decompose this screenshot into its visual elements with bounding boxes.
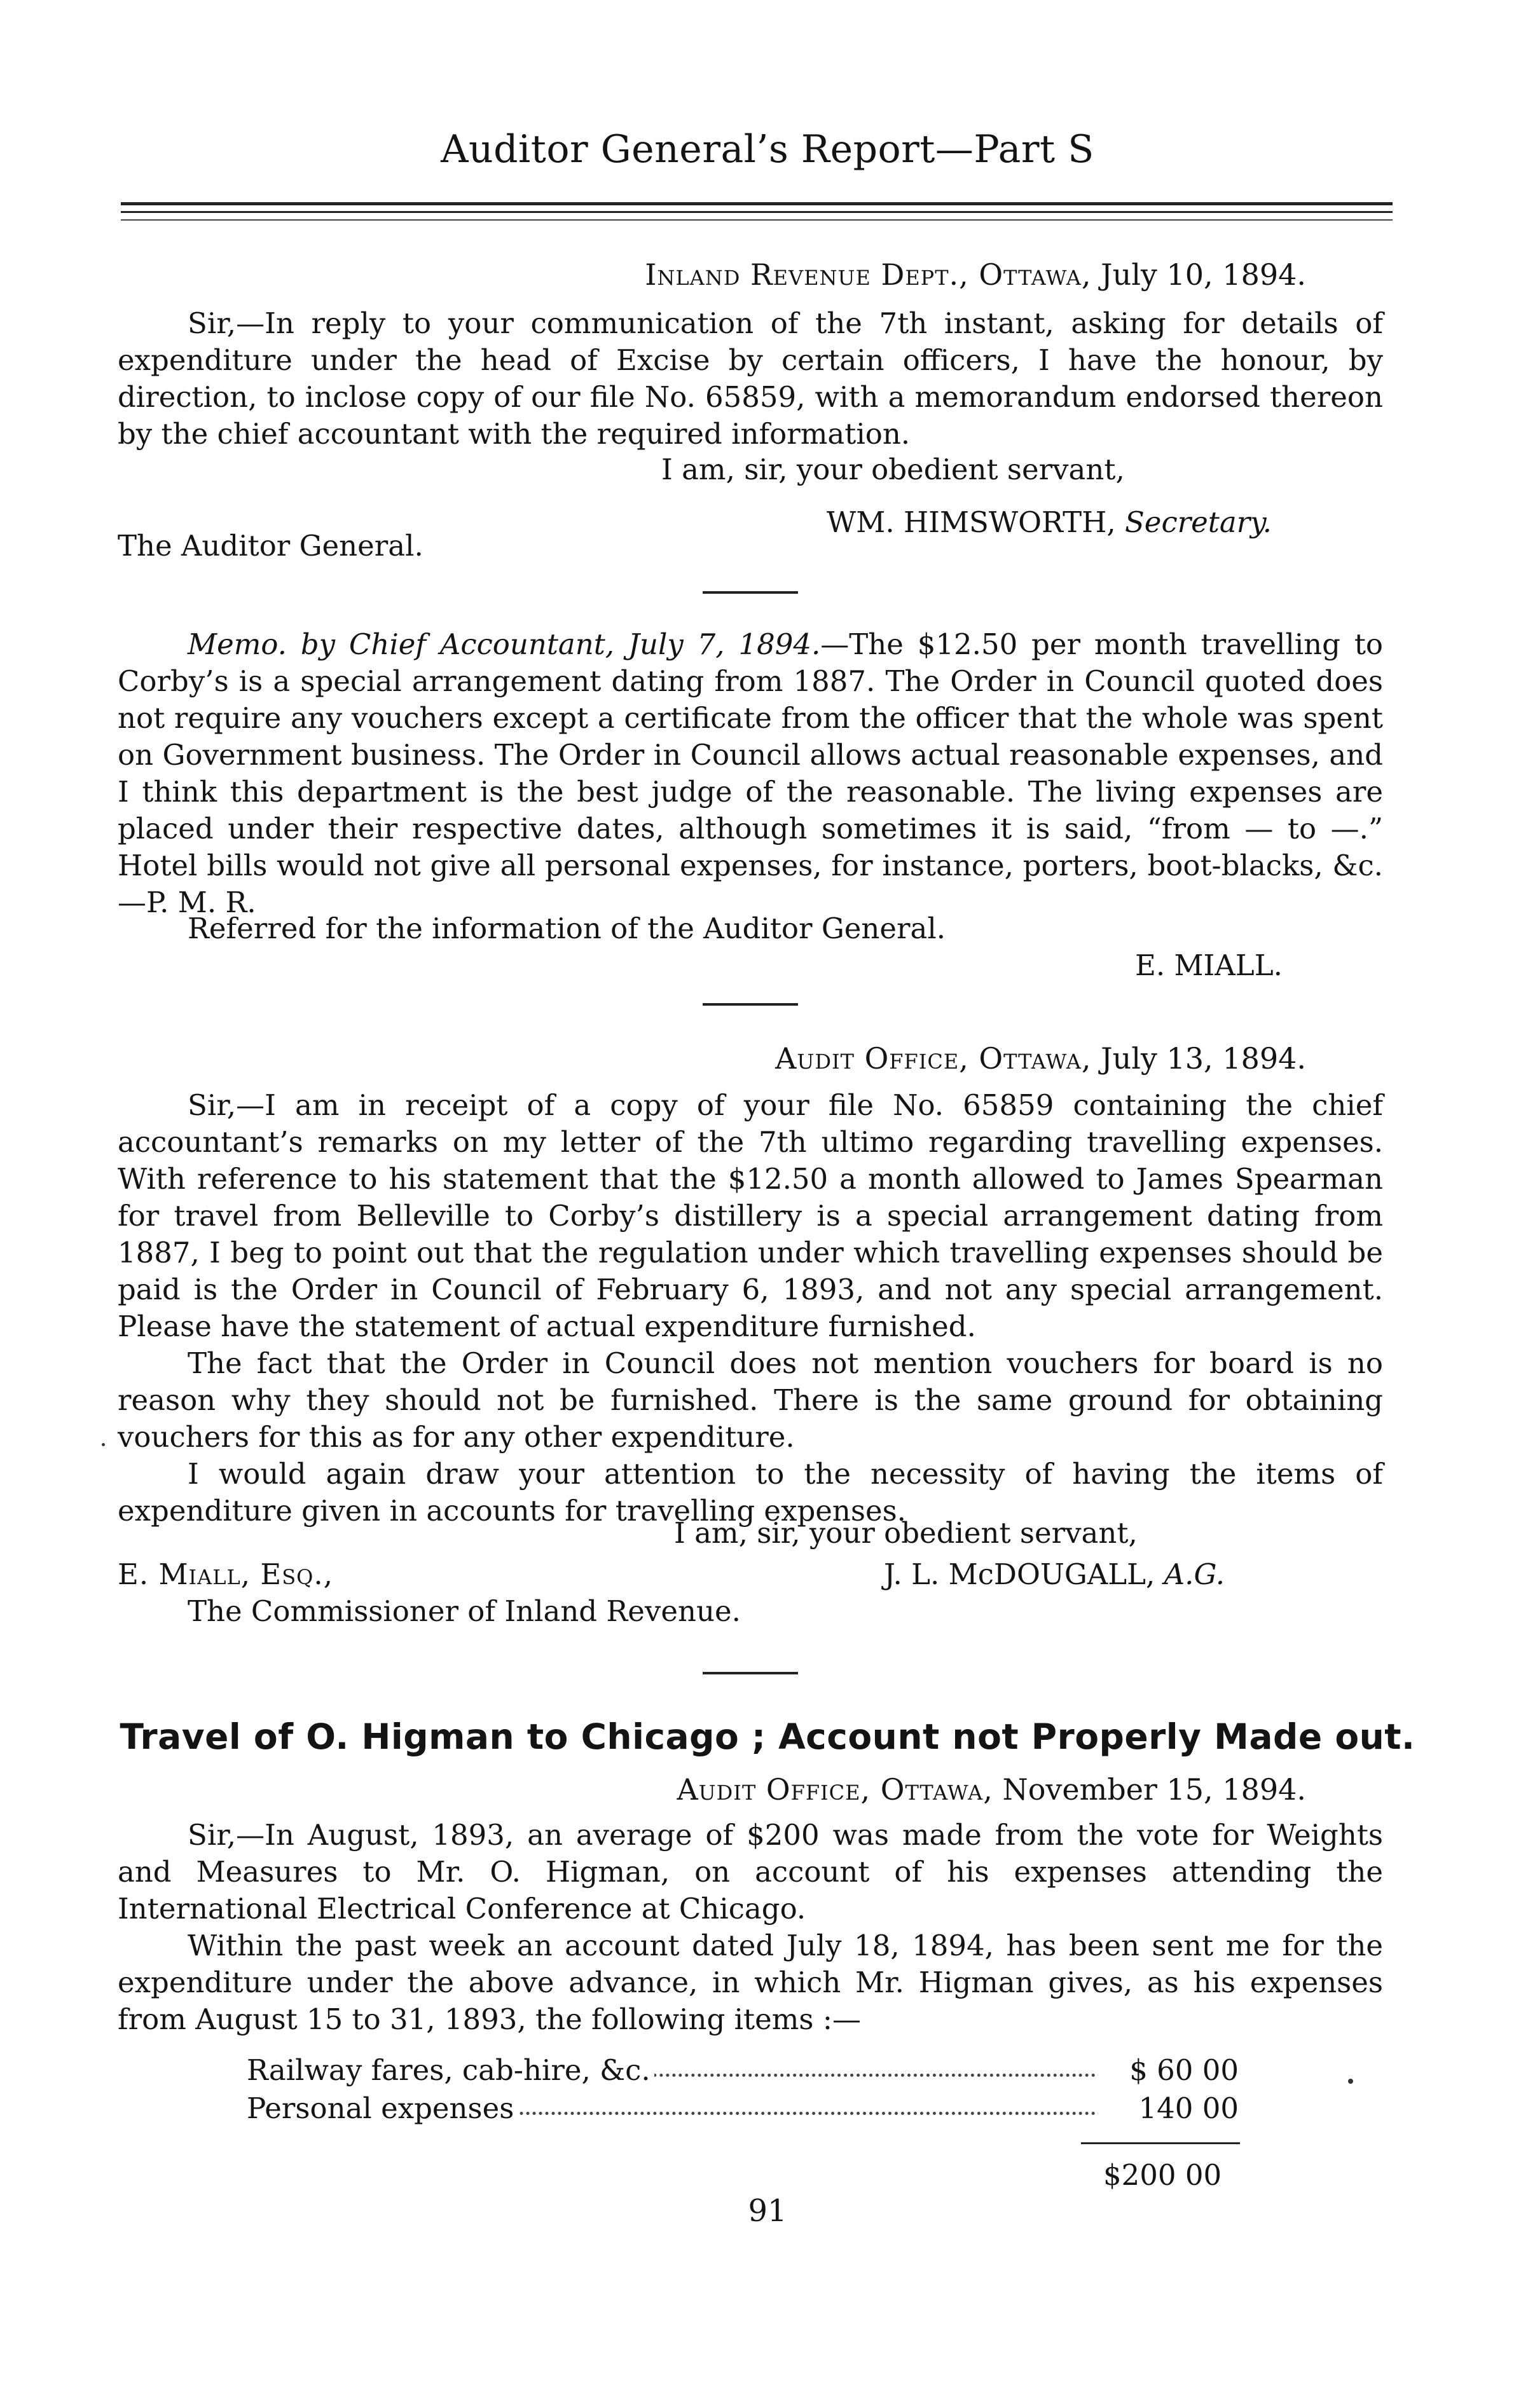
ledger-label: Personal expenses [247, 2091, 518, 2125]
letter1-dateline [645, 257, 1306, 292]
ledger-label: Railway fares, cab-hire, &c. [247, 2053, 654, 2087]
letter2-signature: J. L. McDOUGALL, A.G. [884, 1557, 1225, 1591]
ledger-total: $200 00 [1103, 2158, 1222, 2192]
page-number: 91 [748, 2193, 787, 2229]
section-rule [703, 1003, 798, 1006]
letter2-addressee-title: The Commissioner of Inland Revenue. [188, 1594, 741, 1628]
ledger-row [247, 2091, 1239, 2128]
letter1-signature: WM. HIMSWORTH, Secretary. [827, 505, 1272, 539]
letter2-dateline: Audit Office, Ottawa, July 13, 1894. [775, 1041, 1306, 1076]
letter1-closing: I am, sir, your obedient servant, [661, 453, 1125, 486]
letter2-closing: I am, sir, your obedient servant, [674, 1516, 1138, 1550]
letter3-dateline: Audit Office, Ottawa, November 15, 1894. [677, 1772, 1306, 1807]
section-rule [703, 1672, 798, 1674]
header-rule [121, 202, 1393, 205]
header-rule [121, 211, 1393, 213]
letter2-addressee-name: E. Miall, Esq., [118, 1557, 334, 1591]
total-rule [1081, 2142, 1240, 2144]
ledger-row [247, 2053, 1239, 2090]
letter3-body: Sir,—In August, 1893, an average of $200 was made from the vote for Weights and Measures to Mr. O. Higman, on account of his expenses attending the International Electrical Conference at Chicago. Within the past week an account dated July 18, 1894, has been sent me for the expenditure under the above advance, in which Mr. Higman gives, as his expenses from August 15 to 31, 1893, the following items :— [118, 1818, 1383, 2036]
header-rule [121, 219, 1393, 221]
dateline-place: Inland Revenue Dept., Ottawa, [645, 257, 1092, 292]
memo-signature: E. MIALL. [1135, 948, 1283, 982]
dateline-date: July 10, 1894. [1101, 257, 1306, 292]
letter1-body: Sir,—In reply to your communication of the 7th instant, asking for details of expenditure under the head of Excise by certain officers, I have the honour, by direction, to inclose copy of our file No. 65859, with a memorandum endorsed thereon by the chief accountant with the required information. [118, 306, 1383, 451]
letter2-body: Sir,—I am in receipt of a copy of your file No. 65859 containing the chief accountant’s remarks on my letter of the 7th ultimo regarding travelling expenses. With reference to his statement that the $12.50 a month allowed to James Spearman for travel from Belleville to Corby’s distillery is a special arrangement dating from 1887, I beg to point out that the regulation under which travelling expenses should be paid is the Order in Council of February 6, 1893, and not any special arrangement. Please have the statement of actual expenditure furnished. The fact that the Order in Council does not mention vouchers for board is no reason why they should not be furnished. There is the same ground for obtaining vouchers for this as for any other expenditure. I would again draw your attention to the necessity of having the items of expenditure given in accounts for travelling expenses. [118, 1088, 1383, 1528]
section-heading: Travel of O. Higman to Chicago ; Account not Properly Made out. [120, 1716, 1415, 1757]
letter1-addressee: The Auditor General. [118, 529, 423, 563]
ink-speck [1348, 2079, 1353, 2084]
ledger-amount: $ 60 00 [1098, 2053, 1239, 2087]
ledger-amount: 140 00 [1098, 2091, 1239, 2125]
memo-body: Memo. by Chief Accountant, July 7, 1894.—The $12.50 per month travelling to Corby’s is a special arrangement dating from 1887. The Order in Council quoted does not require any vouchers except a certificate from the officer that the whole was spent on Government business. The Order in Council allows actual reasonable expenses, and I think this department is the best judge of the reasonable. The living expenses are placed under their respective dates, although sometimes it is said, “from — to —.” Hotel bills would not give all personal expenses, for instance, porters, boot-blacks, &c.—P. M. R. [118, 627, 1383, 919]
ink-speck [102, 1443, 105, 1446]
memo-referral: Referred for the information of the Auditor General. [188, 912, 946, 945]
section-rule [703, 591, 798, 594]
running-head: Auditor General’s Report—Part S [441, 127, 1094, 172]
